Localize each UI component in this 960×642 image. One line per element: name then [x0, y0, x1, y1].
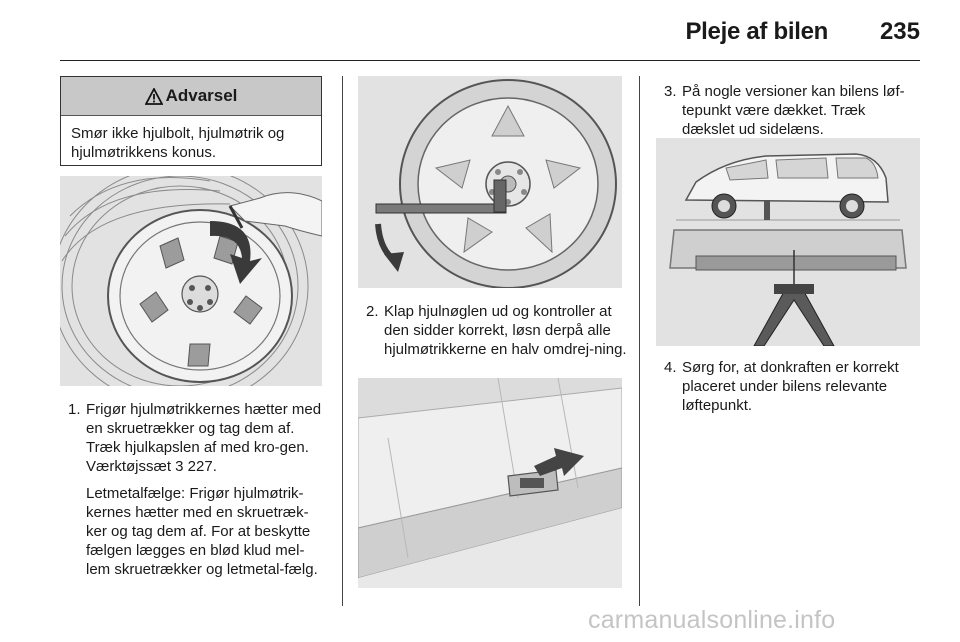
warning-header	[61, 77, 321, 116]
warning-triangle-icon	[145, 88, 163, 105]
step-3	[664, 82, 922, 139]
watermark: carmanualsonline.info	[588, 606, 836, 634]
header-divider	[60, 60, 920, 61]
hubcap-removal-illustration	[60, 176, 322, 386]
warning-title: Advarsel	[165, 86, 238, 105]
column-divider-right	[639, 76, 640, 606]
step-4	[664, 358, 922, 415]
jack-point-slot-illustration	[358, 378, 622, 588]
step-2	[366, 302, 628, 359]
step-3-text: På nogle versioner kan bilens løf-tepunkt være dækket. Træk dækslet ud sidelæns.	[682, 83, 905, 138]
step-1	[68, 400, 326, 579]
step-3-number: 3.	[664, 83, 677, 100]
step-4-text: Sørg for, at donkraften er korrekt placeret under bilens relevante løftepunkt.	[682, 359, 899, 414]
step-2-number: 2.	[366, 303, 379, 320]
warning-text: Smør ikke hjulbolt, hjulmøtrik og hjulmøtrikkens konus.	[71, 125, 285, 161]
column-divider-left	[342, 76, 343, 606]
car-on-jack-illustration	[656, 138, 920, 346]
step-1-alloy-note: Letmetalfælge: Frigør hjulmøtrik-kernes hætter med en skruetræk-ker og tag dem af. For at beskytte fælgen lægges en blød klud mel-lem skruetrækker og letmetal-fælg.	[86, 485, 318, 578]
step-1-number: 1.	[68, 401, 81, 418]
step-1-text: Frigør hjulmøtrikkernes hætter med en skruetrækker og tag dem af. Træk hjulkapslen af med kro-gen. Værktøjssæt 3 227.	[86, 401, 322, 475]
page-number: 235	[879, 18, 920, 45]
wheel-wrench-illustration	[358, 76, 622, 288]
step-4-number: 4.	[664, 359, 677, 376]
step-2-text: Klap hjulnøglen ud og kontroller at den sidder korrekt, løsn derpå alle hjulmøtrikkerne en halv omdrej-ning.	[384, 303, 627, 358]
page-title: Pleje af bilen	[685, 18, 828, 45]
warning-box	[60, 76, 322, 166]
